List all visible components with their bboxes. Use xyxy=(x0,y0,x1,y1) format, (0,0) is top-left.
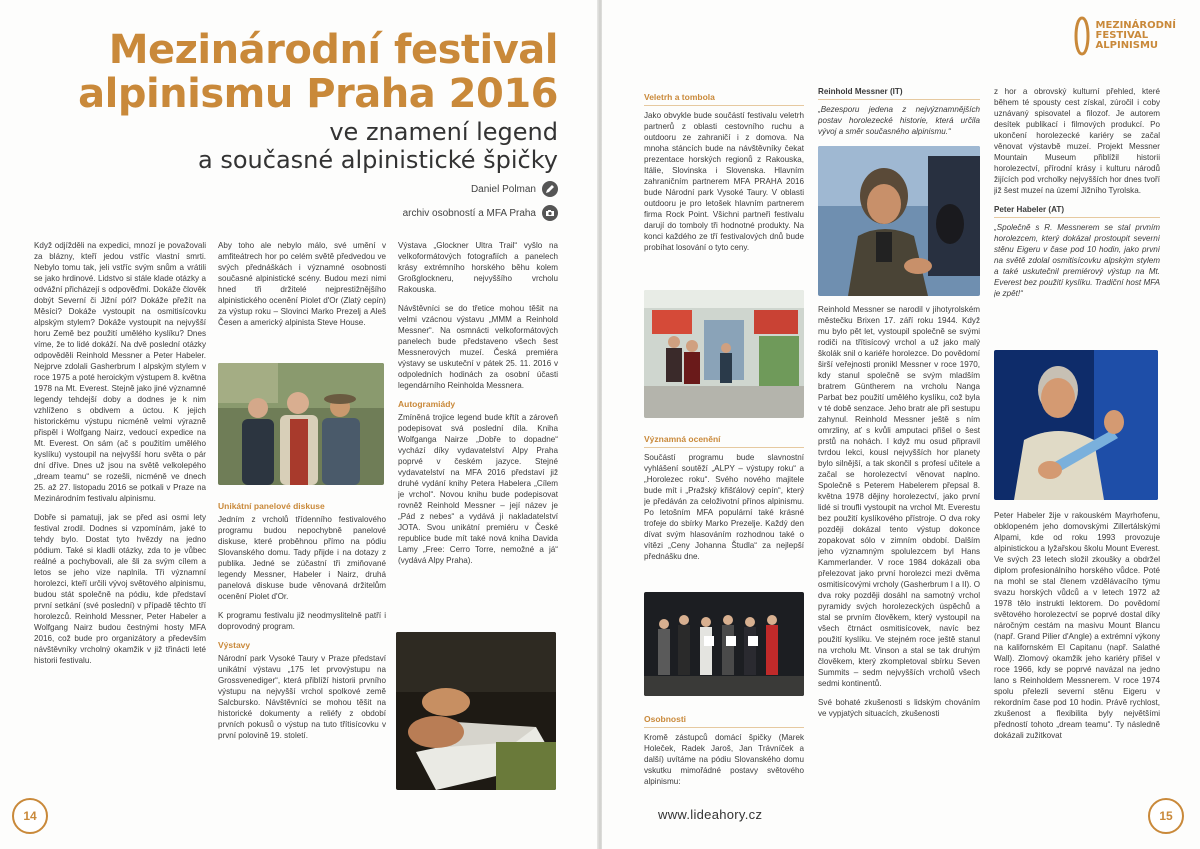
photo-book-signing xyxy=(396,632,556,790)
title-line-1: Mezinárodní festival xyxy=(108,27,558,73)
person-heading: Peter Habeler (AT) xyxy=(994,205,1065,214)
subtitle-line-1: ve znamení legend xyxy=(329,118,558,146)
section-heading: Unikátní panelové diskuse xyxy=(218,501,325,511)
paragraph: Dobře si pamatuji, jak se před asi osmi lety festival zrodil. Dodnes si vzpomínám, jaké to tehdy bylo. Dostat tyto hvězdy na jedno pódium. Také si kladli otázky, zda to je vůbec reálné a pochybovali, ale šli za svým cílem a letos se jeho vize naplnila. Tři významní horolezci, kteří určili vývoj světového alpinismu, budou stát společně na pódiu, kde představí první setkání (své poslední) v případě těchto tří horolezců. Reinhold Messner, Peter Habeler a Wolfgang Nairz budou čestnými hosty MFA 2016, což bude pro organizátory a především návštěvníky vrcholný okamžik v již třinácti leté historii festivalu. xyxy=(34,513,206,665)
website-link[interactable]: www.lideahory.cz xyxy=(658,807,763,822)
photo-fair-booths xyxy=(644,290,804,418)
title-line-2: alpinismu Praha 2016 xyxy=(78,71,558,117)
section-heading: Autogramiády xyxy=(398,399,456,409)
pull-quote: „Bezesporu jedena z nejvýznamnějších postav horolezecké historie, která určila vývoj a směr současného alpinismu.“ xyxy=(818,105,980,136)
author-name: Daniel Polman xyxy=(470,183,536,195)
section-heading: Výstavy xyxy=(218,640,251,650)
paragraph: Aby toho ale nebylo málo, své umění v amfiteátrech hor po celém světě předvedou ve svých přednáškách i významné osobnosti současné alpinistické scény. Budou mezi nimi hned tři držitelé nejprestižnějšího alpinistického ocenění Piolet d'Or (Zlatý cepín) za výstup roku – Slovinci Marko Prezelj a Aleš Česen a americký alpinista Steve House. xyxy=(218,241,386,327)
section-rule xyxy=(644,727,804,728)
page-number-right xyxy=(1148,798,1184,834)
section-heading: Osobnosti xyxy=(644,714,687,724)
section-heading: Významná ocenění xyxy=(644,434,721,444)
article-subtitle xyxy=(38,118,558,174)
paragraph: Výstava „Glockner Ultra Trail“ vyšlo na velkoformátových fotografiích a panelech krásy extrémního horského běhu kolem Großglockneru, nejvyššího vrcholu Rakouska. xyxy=(398,241,558,294)
pen-icon xyxy=(542,181,558,197)
right-column-2-top xyxy=(818,86,980,142)
right-column-3-top xyxy=(994,86,1160,346)
photo-credit xyxy=(403,205,558,221)
paragraph: Své bohaté zkušenosti s lidským chováním ve vypjatých situacích, zkušenosti xyxy=(818,698,980,718)
left-column-2-lower xyxy=(218,495,386,795)
right-column-1-bottom xyxy=(644,708,804,800)
photo-peter-habeler xyxy=(994,350,1158,500)
right-column-1-middle xyxy=(644,428,804,584)
person-heading: Reinhold Messner (IT) xyxy=(818,87,903,96)
logo-line: FESTIVAL xyxy=(1095,30,1149,41)
left-column-2 xyxy=(218,240,386,356)
article-title xyxy=(18,28,558,116)
page-number-text: 15 xyxy=(1159,809,1173,823)
photo-credit-text: archiv osobností a MFA Praha xyxy=(402,207,536,219)
section-heading: Veletrh a tombola xyxy=(644,92,715,102)
left-page xyxy=(0,0,598,849)
section-rule xyxy=(644,447,804,448)
right-page xyxy=(602,0,1200,849)
right-column-1-top xyxy=(644,86,804,282)
paragraph: Kromě zástupců domácí špičky (Marek Holeček, Radek Jaroš, Jan Trávníček a další) uvítáme na pódiu Slovanského domu vskutku mimořádné postavy světového alpinismu: xyxy=(644,733,804,786)
photo-legends xyxy=(218,363,384,485)
paragraph: Reinhold Messner se narodil v jihotyrolském městečku Brixen 17. září roku 1944. Když mu bylo pět let, vystoupil společně se svými rodiči na třítisícový vrchol a už jako malý školák snil o kariéře horolezce. Do povědomí širší veřejnosti pronikl Messner v roce 1970, kdy stanul společně se svým mladším bratrem Güntherem na vrcholu Nanga Parbat bez použití umělého kyslíku, což byla v té době senzace. Jeho bratr ale při sestupu zahynul. Reinhold Messner ještě s ním omrzliny, ať s kvůli amputaci přišel o šest prstů na nohách. I když mu osud připravil tvrdou lekci, kousl nejvyšších hor planety bylo silnější, a tak skončil s profesí učitele a začal se horolezectví věnovat naplno. Společně s Peterem Habelerem přepsal 8. května 1978 dějiny horolezectví, jako první lidé si troufli vystoupit na vrchol Mt. Everestu bez použití kyslíkového přístroje. O dva roky později dokázal tento výstup dokonce zopakovat sólo v zimním období. Dalším jeho významným spolulezcem byl Hans Kammerlander. V roce 1984 dokázali oba přelezovat jako první horolezci mezi dvěma osmitisícovými vrcholy (Gasherbrum I a II). O dva roky později dosáhl na samotný vrchol pyramidy svých horolezeckých úspěchů a stal se prvním člověkem, který vystoupil na všech čtrnáct osmitisícovek, navíc bez použití kyslíku. Ve stejném roce ještě stanul na vrcholu Mt. Vinson a stal se tak druhým člověkem, který zkompletoval sbírku Seven Summits – sedm nejvyšších vrcholů všech sedmi kontinentů. xyxy=(818,305,980,688)
photo-reinhold-messner xyxy=(818,146,980,296)
paragraph: Jedním z vrcholů třídenního festivalového programu budou nepochybně panelové diskuse, které proběhnou přímo na pódiu Slovanského domu. Tady přijde i na dotazy z publika. Jedné se zúčastní tři zmiňované legendy Messner, Habeler i Nairz, druhá panelová diskuse bude věnovaná držitelům ocenění Piolet d'Or. xyxy=(218,515,386,601)
paragraph: z hor a obrovský kulturní přehled, které během té spousty cest získal, zúročil i coby uznávaný spisovatel a filozof. Je autorem desítek publikací i filmových produkcí. Po ukončení horolezecké kariéry se začal věnovat výstavbě muzeí. Projekt Messner Mountain Museum přiblížil historii horolezectví, přírodní krásy i kulturu národů žijících pod vrcholky nejvyšších hor dnes tvoří již šest muzeí na území Jižního Tyrolska. xyxy=(994,87,1160,195)
subtitle-line-2: a současné alpinistické špičky xyxy=(198,146,558,174)
carabiner-icon xyxy=(1072,16,1092,56)
paragraph: Když odjížděli na expedici, mnozí je považovali za blázny, kteří jedou vstříc vlastní smrti. Nebylo tomu tak, jeli vstříc svým snům a vrátili se jako hrdinové. Lidstvo si stále klade otázky a odvážní přicházejí s odpověďmi. Dokáže člověk dobýt Severní či Jižní pól? Dokáže přežít na Měsíci? Dokáže vystoupit na osmitisícovku alpským stylem? Dokáže vystoupit na nejvyšší horu Země bez použití umělého kyslíku? Dnes víme, že to lidé dokáží. Na dvě poslední otázky odpověděli Reinhold Messner a Peter Habeler. Nejprve zdolali Gasherbrum I alpským stylem v roce 1975 a poté heroickým výstupem 8. května 1978 na Mt. Everest. Stejně jako jiné významné legendy tehdejší doby a dodnes je k nim vzhlíženo s obdivem a úctou. K jejich historickému výstupu nicméně velmi výrazně přispěl i Wolfgang Nairz, vedoucí expedice na Mt. Everest. On sám (ač s použitím umělého kyslíku) vystoupil na nejvyšší horu světa o pár dní dříve. Dnes už jsou na světě velkolepého „dream teamu“ se rozešli, nicméně ve dnech 25. až 27. listopadu 2016 se potkali v Praze na Mezinárodním festivalu alpinismu. xyxy=(34,241,206,503)
left-column-1 xyxy=(34,240,206,800)
paragraph: Peter Habeler žije v rakouském Mayrhofenu, obklopeném jeho domovskými Zillertálskými Alpami, kde od roku 1993 provozuje alpinistickou a lyžařskou školu Mount Everest. Ve svých 23 letech složil zkoušky a obdržel diplom profesionálního horského vůdce. Poté na mohl se stal členem vzdělávacího týmu svazu horských vůdců a v letech 1972 až 1978 tělo instrukti lektorem. Do povědomí světového horolezectví se poprvé dostal díky náročným cestám na masivu Mount Blancu (např. Grand Pilier d'Angle) a extrémní výkony na kalifornském El Capitanu (např. Salathé Wall). Zlomový okamžik jeho kariéry přišel v roce 1966, kdy se poprvé navázal na jedno lano s Reinholdem Messnerem. V roce 1974 spolu přelezli severní stěnu Eigeru v rekordním čase pod 10 hodin. Právě rychlost, zkušenost a flexibilita byly největšími předností tohoto „dream teamu“. Ty následně dokázali zužitkovat xyxy=(994,511,1160,740)
paragraph: K programu festivalu již neodmyslitelně patří i doprovodný program. xyxy=(218,611,386,631)
page-number-text: 14 xyxy=(23,809,37,823)
photo-award-ceremony xyxy=(644,592,804,696)
section-rule xyxy=(994,217,1160,218)
logo-line: ALPINISMU xyxy=(1095,40,1159,51)
paragraph: Součástí programu bude slavnostní vyhlášení soutěží „ALPY – výstupy roku“ a „Horolezec roku“. Svého nového majitele bude mít i „Pražský křišťálový cepín“, který je předáván za celoživotní přínos alpinismu. Po letošním MFA populární také krásné trofeje do sbírky Marko Prezelje. Každý den dívat svým hlasováním rozhodnou také o vítězi „Ceny Johanna Študla“ za nejlepší přednášku dne. xyxy=(644,453,804,561)
left-column-3 xyxy=(398,240,558,625)
pull-quote: „Společně s R. Messnerem se stal prvním horolezcem, který dokázal prostoupit severní stěnu Eigeru v čase pod 10 hodin, jako první na světě zdolal osmitisícovku alpským stylem a také uskutečnil premiérový výstup na Mt. Everest bez použití kyslíku. Tradiční host MFA je zpět!“ xyxy=(994,223,1160,298)
festival-logo xyxy=(1072,16,1176,56)
paragraph: Jako obvykle bude součástí festivalu veletrh partnerů z oblasti cestovního ruchu a outdooru ze zahraničí i z domova. Na mnoha stáncích bude na návštěvníky čekat prezentace horských regionů z Rakouska, Itálie, Slovinska i Slovenska. Hlavním zahraničním partnerem MFA PRAHA 2016 bude Národní park Vysoké Taury. V oblasti outdooru je pro letošek hlavním partnerem firma Rock Point. Všichni partneři festivalu darují do tomboly tři hodnotné produkty. Na konci každého ze tří festivalových dnů bude probíhat losování o tyto ceny. xyxy=(644,111,804,252)
right-column-2-body xyxy=(818,304,980,800)
right-column-3-body xyxy=(994,510,1160,800)
camera-icon xyxy=(542,205,558,221)
section-rule xyxy=(644,105,804,106)
logo-line: MEZINÁRODNÍ xyxy=(1095,20,1176,31)
section-rule xyxy=(818,99,980,100)
paragraph: Zmíněná trojice legend bude křtít a zároveň podepisovat svá poslední díla. Kniha Wolfganga Nairze „Dobře to dopadne“ vychází díky vydavatelství Alpy Praha poprvé v českém jazyce. Stejné vydavatelství na MFA 2016 představí již druhé vydání knihy Petera Habelera „Cílem je vrchol“. Novou knihu bude podepisovat rovněž Reinhold Messner – její název je „Pád z nebes“ a vydává ji nakladatelství JOTA. Svou unikátní premiéru v České republice bude mít také nová kniha Davida Lamy „Free: Cerro Torre, nemožné a já“ (vydává Alpy Praha). xyxy=(398,413,558,565)
paragraph: Národní park Vysoké Taury v Praze představí unikátní výstavu „175 let prvovýstupu na Grossvenediger“, která přiblíží historii prvního výstupu na nejvyšší vrchol spolkové země Salcbursko. Návštěvníci se mohou těšit na historické dokumenty a reliéfy z období prvních pokusů o výstup na tuto třítisícovku v první polovině 19. století. xyxy=(218,654,386,740)
footer-url[interactable] xyxy=(658,807,762,822)
logo-text xyxy=(1096,21,1176,51)
paragraph: Návštěvníci se do třetice mohou těšit na velmi vzácnou výstavu „MMM a Reinhold Messner“. Na osmnácti velkoformátových panelech bude představeno všech šest Messnerových muzeí. Česká premiéra výstavy se uskuteční v pátek 25. 11. 2016 v odpoledních hodinách za osobní účasti legendárního Reinholda Messnera. xyxy=(398,304,558,390)
page-number-left xyxy=(12,798,48,834)
author-credit xyxy=(471,181,558,197)
